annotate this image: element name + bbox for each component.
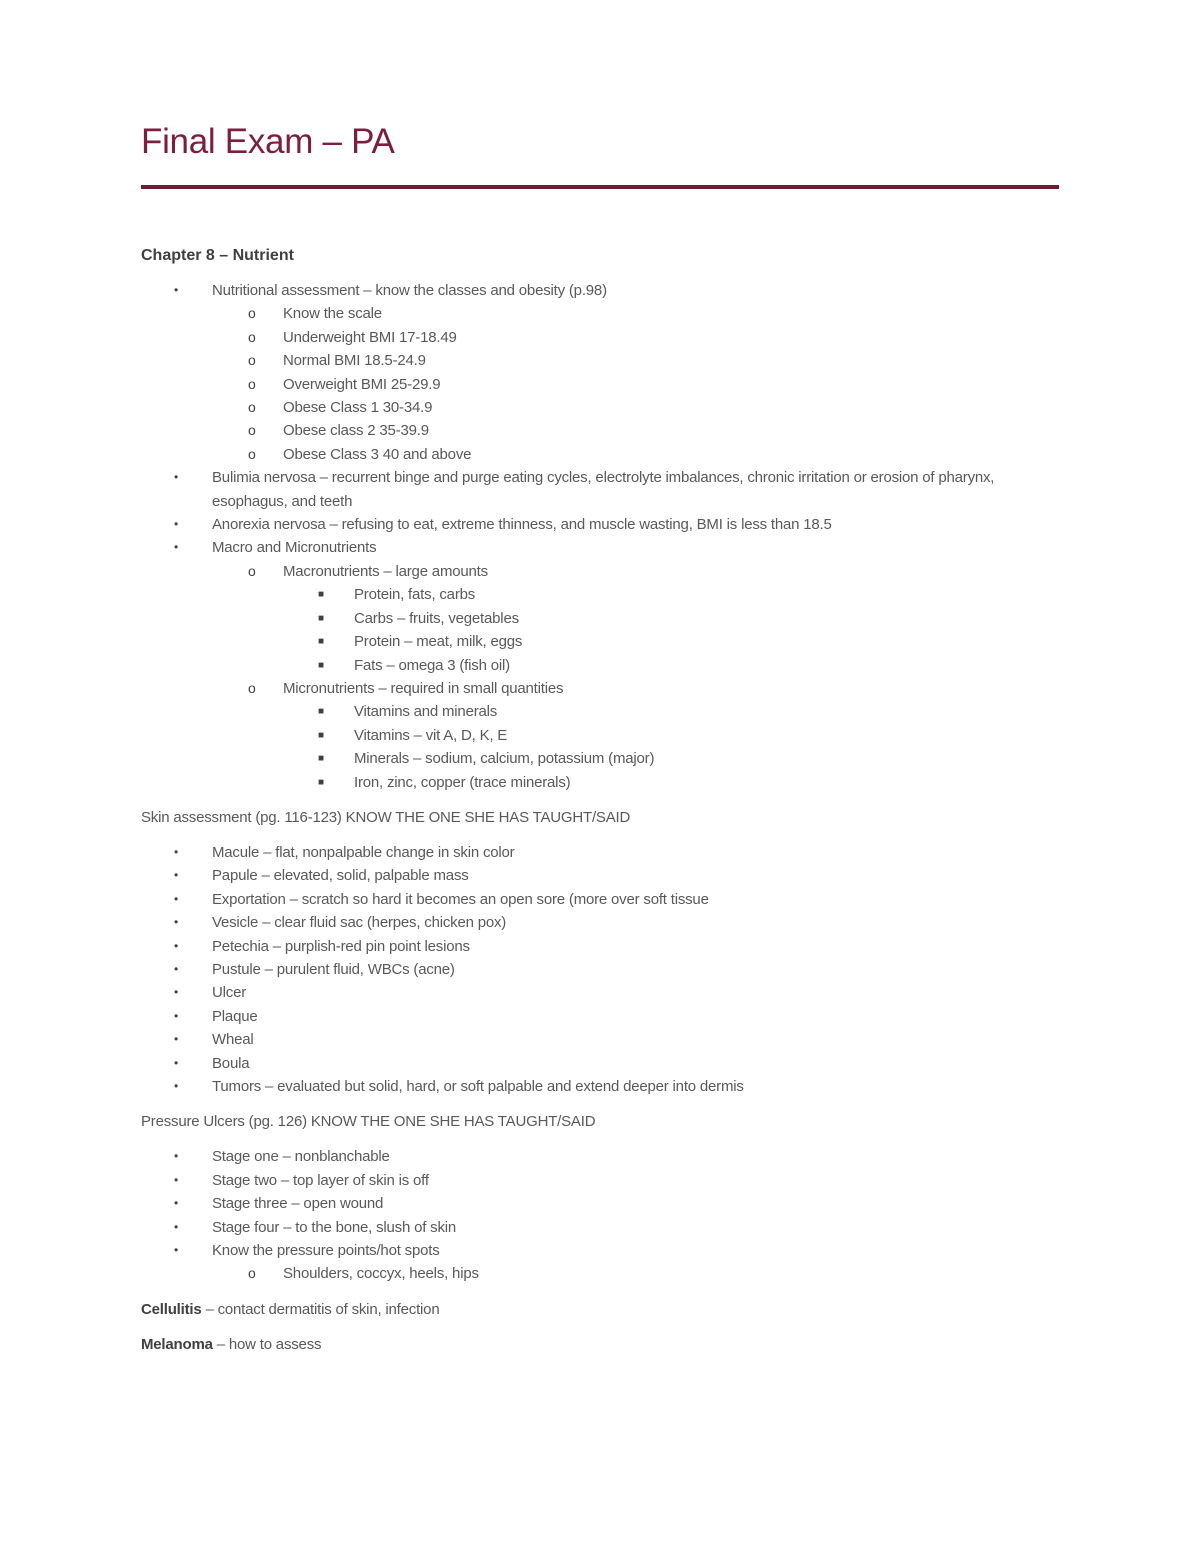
chapter-8-list bbox=[141, 279, 1059, 794]
skin-assessment-heading: Skin assessment (pg. 116-123) KNOW THE ONE SHE HAS TAUGHT/SAID bbox=[141, 808, 631, 826]
bullet-marker: • bbox=[174, 868, 179, 883]
list-item bbox=[141, 466, 1059, 513]
list-item bbox=[141, 888, 1059, 911]
circle-marker: o bbox=[248, 445, 256, 462]
bullet-marker: • bbox=[174, 844, 179, 859]
cellulitis-line bbox=[141, 1298, 1059, 1321]
bullet-marker: • bbox=[174, 1196, 179, 1211]
subsublist-item bbox=[283, 747, 1059, 770]
melanoma-description: – how to assess bbox=[212, 1335, 322, 1353]
list-item bbox=[141, 536, 1059, 793]
sublist-item-text: Underweight BMI 17-18.49 bbox=[283, 328, 457, 346]
document-title: Final Exam – PA bbox=[141, 122, 395, 161]
list-item-text: Pustule – purulent fluid, WBCs (acne) bbox=[212, 960, 455, 978]
sublist-item-text: Overweight BMI 25-29.9 bbox=[283, 375, 441, 393]
list-item-text: Boula bbox=[212, 1054, 250, 1072]
list-item bbox=[141, 1052, 1059, 1075]
sublist-item bbox=[212, 677, 1059, 794]
list-item bbox=[141, 1028, 1059, 1051]
bullet-marker: • bbox=[174, 1172, 179, 1187]
subsublist-item bbox=[283, 700, 1059, 723]
bullet-marker: • bbox=[174, 540, 179, 555]
skin-assessment-list bbox=[141, 841, 1059, 1098]
bullet-marker: • bbox=[174, 517, 179, 532]
bullet-marker: • bbox=[174, 1079, 179, 1093]
list-item bbox=[141, 864, 1059, 887]
list-item-text: Macro and Micronutrients bbox=[212, 539, 377, 557]
list-item bbox=[141, 1169, 1059, 1192]
list-item-text: Plaque bbox=[212, 1007, 258, 1025]
pressure-ulcers-list bbox=[141, 1145, 1059, 1285]
micronutrient-list bbox=[212, 700, 1059, 794]
circle-marker: o bbox=[248, 352, 256, 369]
list-item-text: Anorexia nervosa – refusing to eat, extreme thinness, and muscle wasting, BMI is less than 18.5 bbox=[212, 516, 832, 534]
list-item-text: Bulimia nervosa – recurrent binge and purge eating cycles, electrolyte imbalances, chronic irritation or erosion of pharynx, esophagus, and teeth bbox=[212, 469, 995, 510]
list-item-text: Wheal bbox=[212, 1031, 254, 1049]
subsublist-item-text: Protein, fats, carbs bbox=[354, 586, 476, 604]
sublist-item-text: Shoulders, coccyx, heels, hips bbox=[283, 1265, 479, 1283]
subsublist-item-text: Vitamins – vit A, D, K, E bbox=[354, 726, 508, 744]
circle-marker: o bbox=[248, 375, 256, 392]
subsublist-item bbox=[283, 724, 1059, 747]
subsublist-item bbox=[283, 771, 1059, 794]
square-marker: ■ bbox=[318, 636, 324, 648]
subsublist-item-text: Iron, zinc, copper (trace minerals) bbox=[354, 773, 571, 791]
subsublist-item-text: Carbs – fruits, vegetables bbox=[354, 609, 519, 627]
bullet-marker: • bbox=[174, 1219, 179, 1234]
circle-marker: o bbox=[248, 328, 256, 345]
title-underline bbox=[141, 185, 1059, 189]
bullet-marker: • bbox=[174, 283, 179, 297]
circle-marker: o bbox=[248, 679, 256, 696]
list-item-text: Petechia – purplish-red pin point lesions bbox=[212, 937, 470, 955]
bullet-marker: • bbox=[174, 1008, 179, 1023]
list-item-text: Stage three – open wound bbox=[212, 1195, 384, 1213]
melanoma-term: Melanoma bbox=[141, 1335, 213, 1353]
square-marker: ■ bbox=[318, 612, 324, 624]
list-item bbox=[141, 1239, 1059, 1286]
square-marker: ■ bbox=[318, 729, 324, 741]
list-item bbox=[141, 911, 1059, 934]
document-body bbox=[141, 243, 1059, 1368]
square-marker: ■ bbox=[318, 776, 324, 788]
list-item bbox=[141, 279, 1059, 466]
sublist-item bbox=[212, 326, 1059, 349]
list-item-text: Papule – elevated, solid, palpable mass bbox=[212, 867, 469, 885]
circle-marker: o bbox=[248, 422, 256, 439]
melanoma-line bbox=[141, 1333, 1059, 1356]
list-item bbox=[141, 1075, 1059, 1098]
subsublist-item bbox=[283, 583, 1059, 606]
subsublist-item-text: Minerals – sodium, calcium, potassium (major) bbox=[354, 750, 655, 768]
sublist-item bbox=[212, 349, 1059, 372]
list-item-text: Ulcer bbox=[212, 984, 247, 1002]
sublist-item bbox=[212, 1262, 1059, 1285]
list-item bbox=[141, 981, 1059, 1004]
list-item-text: Macule – flat, nonpalpable change in skin color bbox=[212, 843, 515, 861]
subsublist-item bbox=[283, 654, 1059, 677]
subsublist-item bbox=[283, 630, 1059, 653]
list-item bbox=[141, 513, 1059, 536]
sublist-item bbox=[212, 419, 1059, 442]
pressure-ulcers-heading: Pressure Ulcers (pg. 126) KNOW THE ONE SHE HAS TAUGHT/SAID bbox=[141, 1113, 596, 1131]
bullet-marker: • bbox=[174, 961, 179, 976]
list-item-text: Stage four – to the bone, slush of skin bbox=[212, 1218, 457, 1236]
pressure-points-sublist bbox=[141, 1262, 1059, 1285]
list-item bbox=[141, 958, 1059, 981]
bullet-marker: • bbox=[174, 938, 179, 953]
subsublist-item-text: Protein – meat, milk, eggs bbox=[354, 633, 523, 651]
sublist-item-text: Macronutrients – large amounts bbox=[283, 562, 488, 580]
sublist-item-text: Micronutrients – required in small quantities bbox=[283, 679, 564, 697]
bullet-marker: • bbox=[174, 1055, 179, 1070]
list-item-text: Stage one – nonblanchable bbox=[212, 1148, 390, 1166]
bullet-marker: • bbox=[174, 470, 179, 485]
square-marker: ■ bbox=[318, 589, 324, 601]
subsublist-item-text: Vitamins and minerals bbox=[354, 703, 498, 721]
sublist-item-text: Normal BMI 18.5-24.9 bbox=[283, 352, 426, 370]
list-item-text: Stage two – top layer of skin is off bbox=[212, 1171, 429, 1189]
bullet-marker: • bbox=[174, 1032, 179, 1047]
sublist-item-text: Know the scale bbox=[283, 305, 382, 323]
circle-marker: o bbox=[248, 562, 256, 579]
cellulitis-term: Cellulitis bbox=[141, 1300, 202, 1318]
square-marker: ■ bbox=[318, 659, 324, 671]
list-item-text: Know the pressure points/hot spots bbox=[212, 1242, 440, 1260]
list-item-text: Tumors – evaluated but solid, hard, or soft palpable and extend deeper into dermis bbox=[212, 1078, 744, 1095]
sublist-item-text: Obese Class 3 40 and above bbox=[283, 445, 472, 463]
cellulitis-description: – contact dermatitis of skin, infection bbox=[201, 1300, 440, 1318]
sublist-item bbox=[212, 396, 1059, 419]
bullet-marker: • bbox=[174, 915, 179, 930]
circle-marker: o bbox=[248, 1265, 256, 1282]
sublist-item bbox=[212, 443, 1059, 466]
list-item bbox=[141, 1145, 1059, 1168]
square-marker: ■ bbox=[318, 706, 324, 718]
square-marker: ■ bbox=[318, 753, 324, 765]
sublist-item-text: Obese class 2 35-39.9 bbox=[283, 422, 429, 440]
list-item bbox=[141, 841, 1059, 864]
macronutrient-list bbox=[212, 583, 1059, 677]
circle-marker: o bbox=[248, 305, 256, 322]
chapter-8-heading: Chapter 8 – Nutrient bbox=[141, 247, 294, 264]
list-item bbox=[141, 1216, 1059, 1239]
bullet-marker: • bbox=[174, 1243, 179, 1258]
bullet-marker: • bbox=[174, 891, 179, 906]
list-item bbox=[141, 935, 1059, 958]
list-item bbox=[141, 1192, 1059, 1215]
subsublist-item-text: Fats – omega 3 (fish oil) bbox=[354, 656, 510, 674]
subsublist-item bbox=[283, 607, 1059, 630]
sublist-item bbox=[212, 560, 1059, 677]
bullet-marker: • bbox=[174, 985, 179, 1000]
circle-marker: o bbox=[248, 399, 256, 416]
sublist-item bbox=[212, 373, 1059, 396]
list-item-text: Exportation – scratch so hard it becomes an open sore (more over soft tissue bbox=[212, 890, 709, 908]
list-item bbox=[141, 1005, 1059, 1028]
bmi-sublist bbox=[141, 302, 1059, 466]
list-item-text: Nutritional assessment – know the classes and obesity (p.98) bbox=[212, 282, 607, 299]
sublist-item bbox=[212, 302, 1059, 325]
bullet-marker: • bbox=[174, 1149, 179, 1164]
nutrient-sublist bbox=[141, 560, 1059, 794]
sublist-item-text: Obese Class 1 30-34.9 bbox=[283, 399, 433, 417]
list-item-text: Vesicle – clear fluid sac (herpes, chicken pox) bbox=[212, 914, 507, 932]
